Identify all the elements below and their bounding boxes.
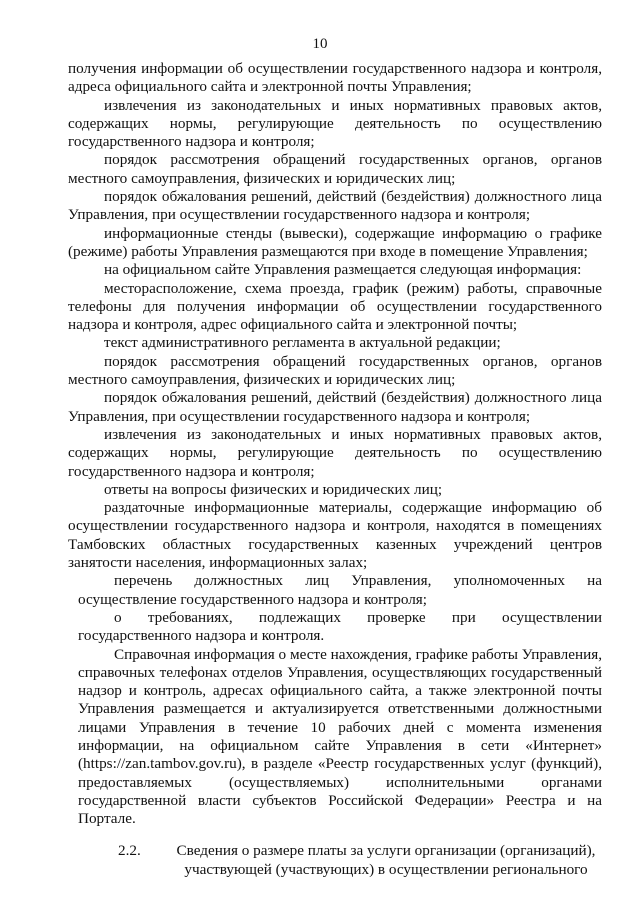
paragraph: извлечения из законодательных и иных нормативных правовых актов, содержащих нормы, регулирующие деятельность по осуществлению государственного надзора и контроля; [68, 425, 602, 480]
paragraph: Справочная информация о месте нахождения, графике работы Управления, справочных телефонах отделов Управления, осуществляющих государственный надзор и контроль, адресах официального сайта, а также электронной почты Управления размещается и актуализируется ответственными должностными лицами Управления в течение 10 рабочих дней с момента изменения информации, на официальном сайте Управления в сети «Интернет» (https://zan.tambov.gov.ru), в разделе «Реестр государственных услуг (функций), предоставляемых (осуществляемых) исполнительными органами государственной власти субъектов Российской Федерации» Реестра и на Портале. [78, 645, 602, 828]
paragraph: порядок обжалования решений, действий (бездействия) должностного лица Управления, при осуществлении государственного надзора и контроля; [68, 188, 602, 224]
paragraph: порядок рассмотрения обращений государственных органов, органов местного самоуправления, физических и юридических лиц; [68, 151, 602, 187]
document-body [68, 60, 602, 879]
paragraph: перечень должностных лиц Управления, уполномоченных на осуществление государственного надзора и контроля; [78, 572, 602, 608]
section-gap [68, 828, 602, 842]
page-number: 10 [312, 36, 328, 52]
paragraph: ответы на вопросы физических и юридических лиц; [104, 480, 443, 498]
section-number: 2.2. [118, 842, 141, 860]
paragraph: на официальном сайте Управления размещается следующая информация: [104, 261, 582, 279]
paragraph: о требованиях, подлежащих проверке при осуществлении государственного надзора и контроля. [78, 608, 602, 645]
paragraph: информационные стенды (вывески), содержащие информацию о графике (режиме) работы Управления размещаются при входе в помещение Управления; [68, 224, 602, 260]
paragraph: порядок обжалования решений, действий (бездействия) должностного лица Управления, при осуществлении государственного надзора и контроля; [68, 389, 602, 425]
paragraph: получения информации об осуществлении государственного надзора и контроля, адреса официального сайта и электронной почты Управления; [68, 60, 602, 96]
paragraph: месторасположение, схема проезда, график (режим) работы, справочные телефоны для получения информации об осуществлении государственного надзора и контроля, адрес официального сайта и электронной почты; [68, 279, 602, 334]
paragraph: раздаточные информационные материалы, содержащие информацию об осуществлении государственного надзора и контроля, находятся в помещениях Тамбовских областных государственных казенных учреждений центров занятости населения, информационных залах; [68, 499, 602, 572]
section-title: Сведения о размере платы за услуги организации (организаций), участвующей (участвующих) в осуществлении регионального [176, 842, 596, 878]
paragraph: извлечения из законодательных и иных нормативных правовых актов, содержащих нормы, регулирующие деятельность по осуществлению государственного надзора и контроля; [68, 96, 602, 151]
paragraph: текст административного регламента в актуальной редакции; [104, 334, 501, 352]
paragraph: порядок рассмотрения обращений государственных органов, органов местного самоуправления, физических и юридических лиц; [68, 352, 602, 389]
section-heading [118, 842, 602, 879]
